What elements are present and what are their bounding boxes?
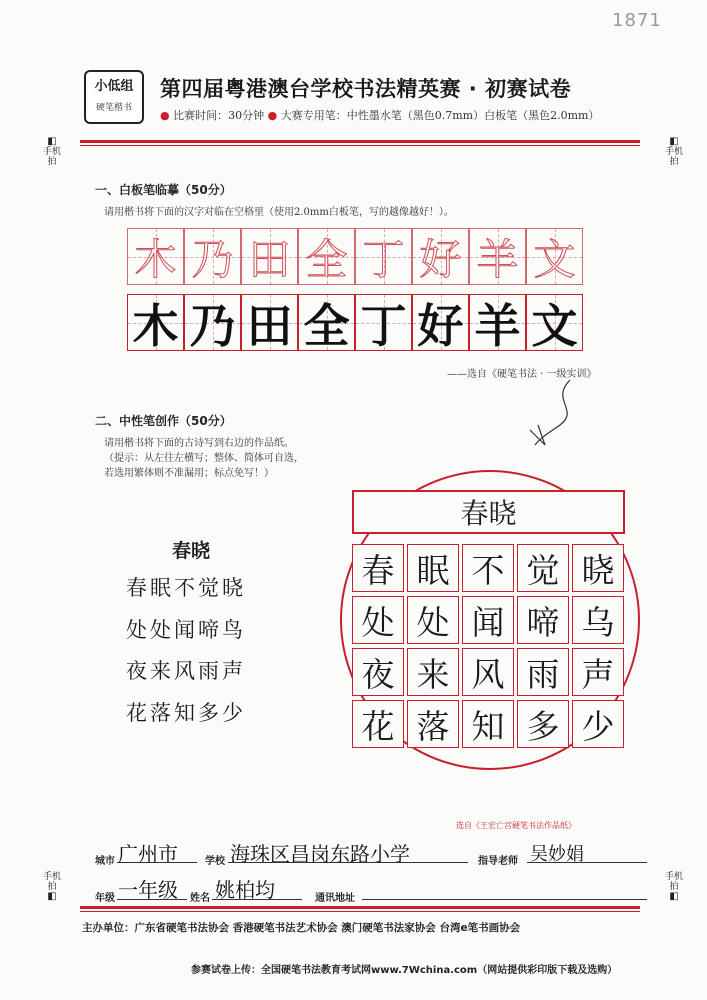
corner-number: 1871 [612,10,662,31]
trace-cell: 羊 [469,228,526,285]
section2-instruction-2: （提示：从左往左横写；整体、简体可自选， [104,453,304,464]
side-label-left-top: ◧ 手机拍 [42,136,61,167]
copy-cell: 羊 [469,294,526,351]
work-row [352,544,625,592]
section1-instruction: 请用楷书将下面的汉字对临在空格里（使用2.0mm白板笔，写的越像越好！）。 [104,207,454,218]
group-sub: 硬笔楷书 [95,103,132,113]
grade-underline [117,899,187,900]
work-cell: 啼 [517,596,569,644]
name-label: 姓名 [190,893,210,904]
copy-cell: 乃 [184,294,241,351]
header-divider-thin [80,145,640,146]
paper-source: 选自《王宏亡宫硬笔书法作品纸》 [456,821,576,830]
school-underline [228,862,468,863]
work-cell: 处 [407,596,459,644]
copy-cell: 木 [127,294,184,351]
poem-line: 处处闻啼鸟 [126,618,246,642]
name-value[interactable]: 姚柏均 [215,878,275,902]
work-cell: 风 [462,648,514,696]
exam-info [160,107,599,123]
work-cell: 知 [462,700,514,748]
poem-title: 春晓 [172,540,211,562]
exam-title: 第四届粤港澳台学校书法精英赛 · 初赛试卷 [160,77,572,101]
copy-cell: 丁 [355,294,412,351]
bullet-icon: ● [160,109,170,122]
time-text: 比赛时间：30分钟 [173,109,265,122]
camera-icon: ◧ [47,136,57,147]
group-badge [84,70,144,124]
poem-line: 春眠不觉晓 [126,576,246,600]
work-cell: 不 [462,544,514,592]
work-cell: 眠 [407,544,459,592]
work-cell: 乌 [572,596,624,644]
poem-line: 花落知多少 [126,701,246,725]
grade-label: 年级 [95,893,115,904]
section1-heading: 一、白板笔临摹（50分） [95,183,232,197]
copy-cell: 田 [241,294,298,351]
work-cell: 处 [352,596,404,644]
work-cell: 声 [572,648,624,696]
trace-cell: 田 [241,228,298,285]
address-underline[interactable] [362,899,647,900]
name-underline [212,899,302,900]
copy-cell: 文 [526,294,583,351]
school-value[interactable]: 海珠区昌岗东路小学 [230,842,410,866]
address-label: 通讯地址 [315,893,355,904]
work-row [352,648,625,696]
side-label-left-bottom: 手机拍 ◧ [42,872,61,902]
school-label: 学校 [205,856,225,867]
trace-row [127,228,583,285]
camera-icon: ◧ [669,891,679,902]
teacher-label: 指导老师 [478,856,518,867]
trace-cell: 木 [127,228,184,285]
copy-cell: 全 [298,294,355,351]
side-label-right-bottom: 手机拍 ◧ [664,872,683,902]
work-cell: 花 [352,700,404,748]
trace-cell: 全 [298,228,355,285]
work-row [352,700,625,748]
side-label-right-top: ◧ 手机拍 [664,136,683,167]
grade-value[interactable]: 一年级 [118,878,178,902]
work-cell: 夜 [352,648,404,696]
footer-divider [80,906,640,909]
work-title: 春晓 [352,490,625,534]
upload-info: 参赛试卷上传：全国硬笔书法教育考试网www.7Wchina.com（网站提供彩印版下载及选购） [191,965,618,976]
work-cell: 春 [352,544,404,592]
footer-divider-thin [80,911,640,912]
header-divider [80,140,640,143]
work-row [352,596,625,644]
work-cell: 多 [517,700,569,748]
city-underline [117,862,197,863]
work-cell: 晓 [572,544,624,592]
section1-source: ——选自《硬笔书法 · 一级实训》 [447,369,597,380]
section2-instruction-1: 请用楷书将下面的古诗写到右边的作品纸。 [104,438,294,449]
bullet-icon: ● [267,109,278,122]
work-cell: 落 [407,700,459,748]
work-cell: 闻 [462,596,514,644]
group-label: 小低组 [94,79,134,94]
poem-line: 夜来风雨声 [126,659,246,683]
camera-icon: ◧ [669,136,679,147]
teacher-underline [527,862,647,863]
section2-instruction-3: 若选用繁体则不准漏用；标点免写！） [104,468,274,479]
trace-cell: 好 [412,228,469,285]
work-grid [352,544,625,752]
camera-icon: ◧ [47,891,57,902]
trace-cell: 丁 [355,228,412,285]
work-cell: 觉 [517,544,569,592]
pen-text: 大赛专用笔：中性墨水笔（黑色0.7mm）白板笔（黑色2.0mm） [280,109,600,122]
trace-cell: 文 [526,228,583,285]
copy-row [127,294,583,351]
work-cell: 来 [407,648,459,696]
work-cell: 少 [572,700,624,748]
trace-cell: 乃 [184,228,241,285]
work-cell: 雨 [517,648,569,696]
city-label: 城市 [95,856,115,867]
pen-squiggle [510,370,620,450]
section2-heading: 二、中性笔创作（50分） [95,414,232,428]
teacher-value[interactable]: 吴妙娟 [530,844,584,865]
organizers: 主办单位：广东省硬笔书法协会 香港硬笔书法艺术协会 澳门硬笔书法家协会 台湾e笔书画协会 [82,922,521,934]
copy-cell: 好 [412,294,469,351]
city-value[interactable]: 广州市 [118,842,178,866]
